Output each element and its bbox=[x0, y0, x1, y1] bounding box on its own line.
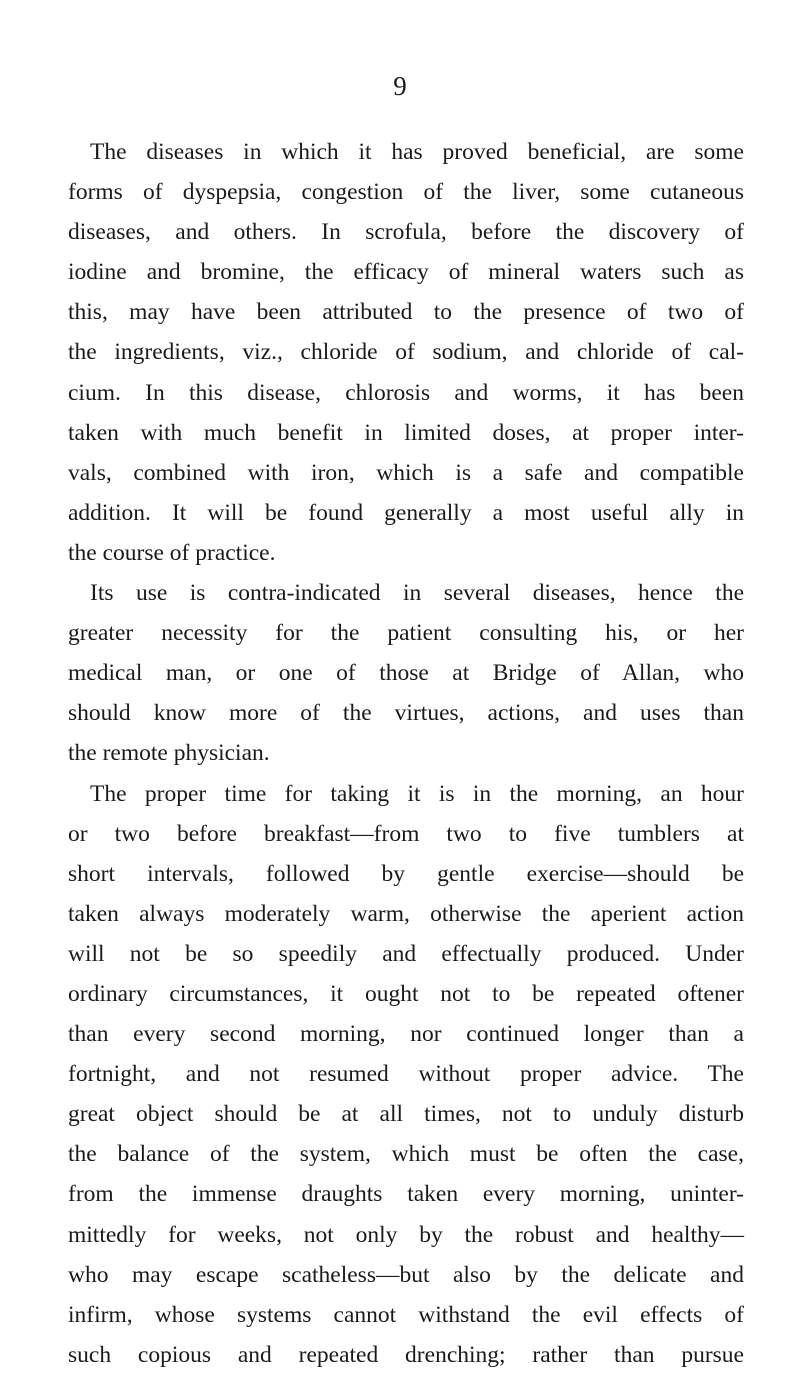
text-line: addition. It will be found generally a most useful ally in bbox=[68, 499, 744, 526]
paragraph bbox=[68, 132, 744, 573]
text-line: fortnight, and not resumed without proper advice. The bbox=[68, 1061, 744, 1088]
page-number: 9 bbox=[393, 71, 407, 101]
text-line: cium. In this disease, chlorosis and worms, it has been bbox=[68, 379, 744, 406]
text-line: great object should be at all times, not to unduly disturb bbox=[68, 1101, 744, 1128]
text-line: taken always moderately warm, otherwise the aperient action bbox=[68, 900, 744, 927]
text-line: The proper time for taking it is in the morning, an hour bbox=[90, 780, 744, 807]
text-line: infirm, whose systems cannot withstand the evil effects of bbox=[68, 1301, 744, 1328]
text-line: vals, combined with iron, which is a safe and compatible bbox=[68, 459, 744, 486]
text-line: diseases, and others. In scrofula, before the discovery of bbox=[68, 219, 744, 246]
text-line: who may escape scatheless—but also by the delicate and bbox=[68, 1261, 744, 1288]
paragraph bbox=[68, 774, 744, 1375]
text-line: iodine and bromine, the efficacy of mineral waters such as bbox=[68, 259, 744, 286]
text-line: taken with much benefit in limited doses, at proper inter- bbox=[68, 419, 744, 446]
text-line: from the immense draughts taken every morning, uninter- bbox=[68, 1181, 744, 1208]
text-line: will not be so speedily and effectually produced. Under bbox=[68, 940, 744, 967]
text-line: short intervals, followed by gentle exercise—should be bbox=[68, 860, 744, 887]
text-line: The diseases in which it has proved beneficial, are some bbox=[90, 139, 744, 165]
text-line: or two before breakfast—from two to five tumblers at bbox=[68, 820, 744, 847]
text-line: than every second morning, nor continued longer than a bbox=[68, 1021, 744, 1048]
text-line: should know more of the virtues, actions, and uses than bbox=[68, 700, 744, 727]
paragraph bbox=[68, 573, 744, 773]
text-line: such copious and repeated drenching; rather than pursue bbox=[68, 1341, 744, 1368]
text-line: the ingredients, viz., chloride of sodium, and chloride of cal- bbox=[68, 339, 744, 366]
text-line: forms of dyspepsia, congestion of the liver, some cutaneous bbox=[68, 179, 744, 206]
text-line: the course of practice. bbox=[68, 539, 276, 566]
text-line: Its use is contra-indicated in several diseases, hence the bbox=[90, 580, 744, 607]
text-line: this, may have been attributed to the presence of two of bbox=[68, 299, 744, 326]
page-body bbox=[68, 132, 744, 1375]
text-line: greater necessity for the patient consulting his, or her bbox=[68, 620, 744, 647]
text-line: ordinary circumstances, it ought not to be repeated oftener bbox=[68, 980, 744, 1007]
text-line: the balance of the system, which must be often the case, bbox=[68, 1141, 744, 1168]
text-line: mittedly for weeks, not only by the robust and healthy— bbox=[68, 1221, 744, 1248]
text-line: the remote physician. bbox=[68, 740, 270, 767]
text-line: medical man, or one of those at Bridge of Allan, who bbox=[68, 660, 744, 687]
